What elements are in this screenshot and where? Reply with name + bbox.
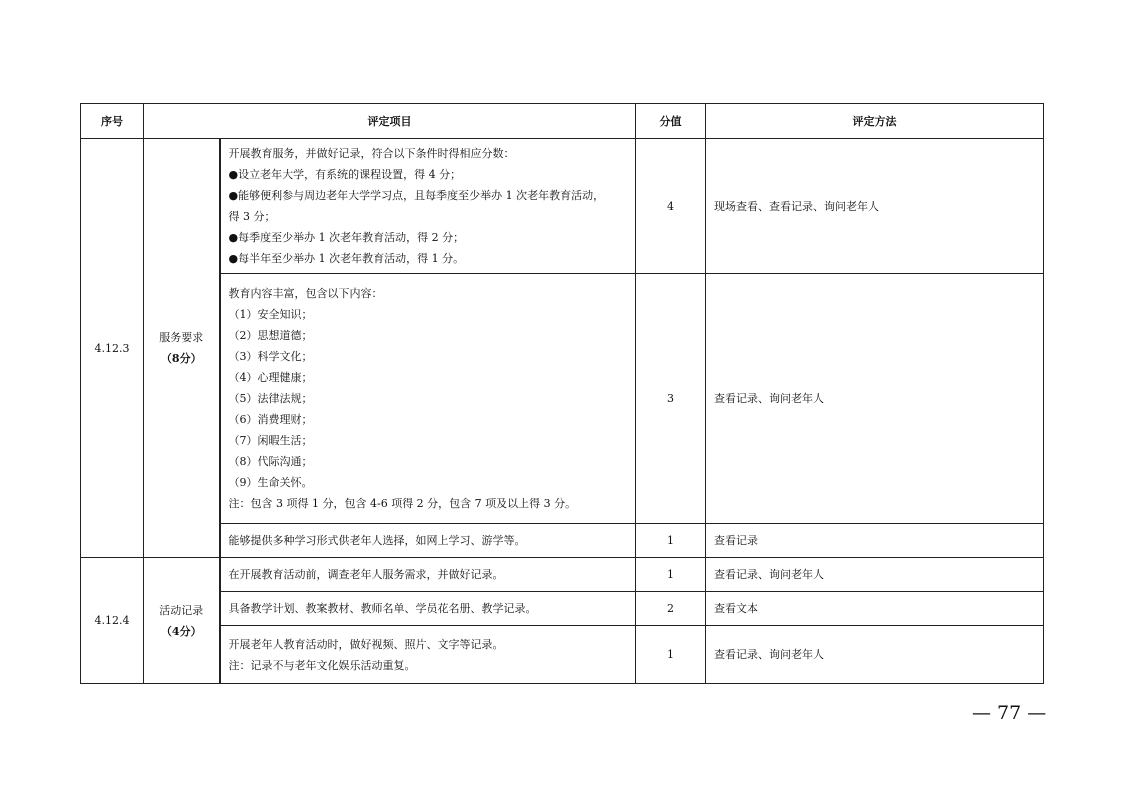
category-score: （4分） xyxy=(160,624,202,638)
evaluation-table xyxy=(80,103,1044,684)
item-line: 开展教育服务，并做好记录，符合以下条件时得相应分数： xyxy=(228,147,515,160)
table-header-row xyxy=(81,104,1044,139)
item-value: 1 xyxy=(636,558,706,592)
item-line: ●每季度至少举办 1 次老年教育活动，得 2 分； xyxy=(228,231,465,244)
header-value: 分值 xyxy=(636,104,706,139)
item-line: 在开展教育活动前，调查老年人服务需求，并做好记录。 xyxy=(228,568,504,581)
item-value: 4 xyxy=(636,139,706,274)
item-line: （9）生命关怀。 xyxy=(228,476,313,489)
table-row xyxy=(81,139,1044,274)
section-seq: 4.12.4 xyxy=(81,558,144,684)
item-line: （4）心理健康； xyxy=(228,371,313,384)
item-description xyxy=(220,524,636,558)
header-seq: 序号 xyxy=(81,104,144,139)
item-line: 具备教学计划、教案教材、教师名单、学员花名册、教学记录。 xyxy=(228,602,537,615)
item-line: ●设立老年大学，有系统的课程设置，得 4 分； xyxy=(228,168,462,181)
section-category xyxy=(144,558,220,684)
page-number: — 77 — xyxy=(972,702,1047,724)
item-line: 注：记录不与老年文化娱乐活动重复。 xyxy=(228,658,416,672)
item-line: （2）思想道德； xyxy=(228,329,313,342)
item-value: 1 xyxy=(636,524,706,558)
item-value: 1 xyxy=(636,626,706,684)
item-description xyxy=(220,626,636,684)
item-description xyxy=(220,558,636,592)
table-row xyxy=(81,592,1044,626)
table-row xyxy=(81,274,1044,524)
table-row xyxy=(81,524,1044,558)
item-method: 查看文本 xyxy=(706,592,1044,626)
item-method: 查看记录、询问老年人 xyxy=(706,274,1044,524)
category-name: 服务要求 xyxy=(159,331,204,344)
item-line: （3）科学文化； xyxy=(228,350,313,363)
item-method: 查看记录、询问老年人 xyxy=(706,626,1044,684)
item-line: ●每半年至少举办 1 次老年教育活动，得 1 分。 xyxy=(228,252,465,265)
item-description xyxy=(220,274,636,524)
item-value: 2 xyxy=(636,592,706,626)
item-line: 注：包含 3 项得 1 分，包含 4-6 项得 2 分，包含 7 项及以上得 3 分。 xyxy=(228,497,577,510)
item-line: （1）安全知识； xyxy=(228,308,313,321)
item-line: 教育内容丰富，包含以下内容： xyxy=(228,287,383,300)
item-line: 能够提供多种学习形式供老年人选择，如网上学习、游学等。 xyxy=(228,534,526,547)
item-line: （5）法律法规； xyxy=(228,392,313,405)
category-score: （8分） xyxy=(160,352,202,365)
item-value: 3 xyxy=(636,274,706,524)
item-line: （8）代际沟通； xyxy=(228,455,313,468)
item-description xyxy=(220,139,636,274)
item-line: ●能够便利参与周边老年大学学习点，且每季度至少举办 1 次老年教育活动， xyxy=(228,189,605,202)
item-description xyxy=(220,592,636,626)
section-category xyxy=(144,139,220,558)
table-row xyxy=(81,626,1044,684)
section-seq: 4.12.3 xyxy=(81,139,144,558)
header-item: 评定项目 xyxy=(144,104,636,139)
item-line: 开展老年人教育活动时，做好视频、照片、文字等记录。 xyxy=(228,637,504,651)
header-method: 评定方法 xyxy=(706,104,1044,139)
item-line: （6）消费理财； xyxy=(228,413,313,426)
item-line: 得 3 分； xyxy=(228,210,276,223)
item-method: 查看记录、询问老年人 xyxy=(706,558,1044,592)
item-method: 查看记录 xyxy=(706,524,1044,558)
category-name: 活动记录 xyxy=(159,603,204,617)
item-method: 现场查看、查看记录、询问老年人 xyxy=(706,139,1044,274)
table-row xyxy=(81,558,1044,592)
item-line: （7）闲暇生活； xyxy=(228,434,313,447)
table-body xyxy=(81,139,1044,684)
